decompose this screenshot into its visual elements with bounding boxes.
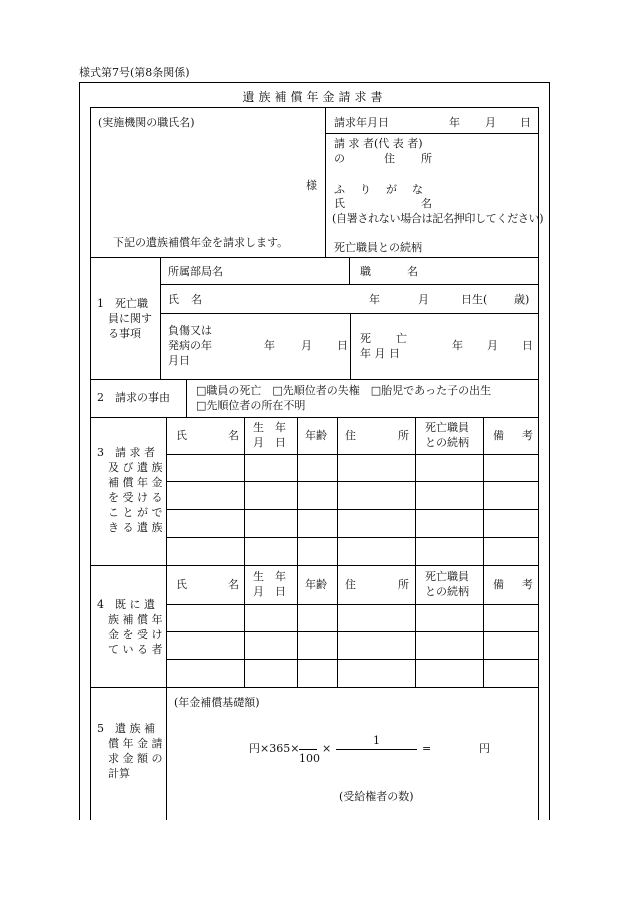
s3-label-line-1: 3 請 求 者: [97, 446, 155, 459]
s5-numerator-1: 1: [373, 734, 380, 747]
s1-name-label-2: 名: [191, 293, 202, 306]
death-label-1: 死: [360, 332, 371, 345]
s4-header-address-1: 住: [345, 578, 356, 591]
signature-note: (自署されない場合は記名押印してください): [332, 212, 544, 225]
death-label-3: 年 月 日: [360, 347, 400, 360]
s3-label-line-4: を 受 け る: [108, 491, 163, 504]
s4-header-birth-1: 生 年: [253, 570, 286, 583]
s3-header-relation-2: との続柄: [425, 436, 469, 449]
s3-label-line-5: こ と が で: [108, 506, 163, 519]
injury-month-label: 月: [301, 339, 312, 352]
s3-header-name-1: 氏: [176, 429, 187, 442]
s1-label-line-2: 員に関す: [108, 312, 152, 325]
s4-row-2: [166, 631, 539, 632]
s2-options-line-2: □先順位者の所在不明: [196, 399, 306, 412]
s4-header-name-2: 名: [228, 578, 239, 591]
relationship-label: 死亡職員との続柄: [334, 241, 422, 254]
s4-label-line-4: て い る 者: [108, 643, 163, 656]
s4-label-line-2: 族 補 償 年: [108, 613, 163, 626]
s3-label-line-2: 及 び 遺 族: [108, 461, 163, 474]
s4-col-5: [483, 565, 484, 687]
s5-label-line-1: 5 遺 族 補: [97, 722, 155, 735]
name-label-1: 氏: [334, 197, 345, 210]
s3-header-address-2: 所: [398, 429, 409, 442]
s4-header-name-1: 氏: [176, 578, 187, 591]
date-row-line: [325, 133, 539, 134]
s1-label-line-1: 1 死亡職: [97, 297, 148, 310]
s3-header-birth-1: 生 年: [253, 421, 286, 434]
s4-col-3: [337, 565, 338, 687]
s1-row1-divider: [349, 257, 350, 285]
dept-label: 所属部局名: [168, 265, 223, 278]
s3-row-1: [166, 454, 539, 455]
s2-label: 2 請求の事由: [97, 391, 170, 404]
s5-label-line-3: 求 金 額 の: [108, 752, 163, 765]
s4-header-birth-2: 月 日: [253, 585, 286, 598]
s4-label-line-1: 4 既 に 遺: [97, 598, 155, 611]
s5-fraction-bar-2: [336, 749, 417, 750]
s2-bottom-line: [90, 417, 539, 418]
s5-equals: =: [422, 742, 432, 755]
s4-col-1: [244, 565, 245, 687]
s2-options-line-1: □職員の死亡 □先順位者の失権 □胎児であった子の出生: [196, 384, 492, 397]
name-label-2: 名: [421, 197, 432, 210]
s4-header-address-2: 所: [398, 578, 409, 591]
s5-yen: 円: [479, 742, 490, 755]
address-label-2: 住: [384, 152, 395, 165]
addressee-label: (実施機関の職氏名): [98, 116, 195, 129]
s4-label-line-3: 金 を 受 け: [108, 628, 163, 641]
death-year-label: 年: [452, 339, 463, 352]
birth-day-label: 日生(: [461, 293, 488, 306]
s2-label-divider: [186, 379, 187, 417]
s1-label-divider: [160, 257, 161, 379]
injury-year-label: 年: [264, 339, 275, 352]
injury-label-line-3: 月日: [168, 354, 190, 367]
s3-row-2: [166, 481, 539, 482]
s4-header-remarks-1: 備: [493, 578, 504, 591]
s5-label-line-2: 償 年 金 請: [108, 737, 163, 750]
s5-base-label: (年金補償基礎額): [174, 696, 260, 709]
s4-header-relation-1: 死亡職員: [425, 570, 469, 583]
position-label-2: 名: [407, 265, 418, 278]
injury-label-line-2: 発病の年: [168, 339, 212, 352]
s5-label-line-4: 計算: [108, 767, 130, 780]
s5-times: ×: [322, 742, 332, 755]
label-column-divider: [166, 417, 167, 820]
s3-col-5: [483, 417, 484, 565]
s4-header-relation-2: との続柄: [425, 585, 469, 598]
s3-row-3: [166, 509, 539, 510]
s1-row3-divider: [350, 313, 351, 379]
injury-label-line-1: 負傷又は: [168, 324, 212, 337]
birth-year-label: 年: [369, 293, 380, 306]
date-label: 請求年月日: [334, 116, 389, 129]
honorific-text: 様: [306, 179, 317, 192]
birth-month-label: 月: [418, 293, 429, 306]
form-number: 様式第7号(第8条関係): [79, 66, 190, 79]
injury-day-label: 日: [337, 339, 348, 352]
date-month-label: 月: [485, 116, 496, 129]
s3-col-1: [244, 417, 245, 565]
death-label-2: 亡: [396, 332, 407, 345]
form-title: 遺族補償年金請求書: [242, 90, 387, 104]
s3-col-2: [297, 417, 298, 565]
address-label-3: 所: [421, 152, 432, 165]
date-year-label: 年: [449, 116, 460, 129]
s3-label-line-3: 補 償 年 金: [108, 476, 163, 489]
s4-header-remarks-2: 考: [522, 578, 533, 591]
s3-header-age: 年齢: [305, 429, 327, 442]
s1-bottom-line: [90, 379, 539, 380]
s3-header-address-1: 住: [345, 429, 356, 442]
age-label: 歳): [514, 293, 530, 306]
date-day-label: 日: [520, 116, 531, 129]
s1-name-label-1: 氏: [168, 293, 179, 306]
s1-label-line-3: る事項: [108, 327, 141, 340]
address-label-1: の: [334, 152, 345, 165]
death-month-label: 月: [487, 339, 498, 352]
s4-bottom-line: [90, 687, 539, 688]
header-divider: [325, 107, 326, 257]
s3-row-4: [166, 537, 539, 538]
s3-header-remarks-2: 考: [522, 429, 533, 442]
s3-label-line-6: き る 遺 族: [108, 521, 163, 534]
s3-header-name-2: 名: [228, 429, 239, 442]
s5-formula-left: 円×365×: [249, 742, 300, 755]
s5-beneficiaries: (受給権者の数): [339, 790, 414, 803]
position-label-1: 職: [360, 265, 371, 278]
s4-row-1: [166, 604, 539, 605]
death-day-label: 日: [522, 339, 533, 352]
claimant-label: 請 求 者(代 表 者): [334, 137, 423, 150]
s3-header-birth-2: 月 日: [253, 436, 286, 449]
s5-denominator-100: 100: [299, 752, 320, 765]
s4-header-age: 年齢: [305, 578, 327, 591]
s3-header-remarks-1: 備: [493, 429, 504, 442]
s3-header-relation-1: 死亡職員: [425, 421, 469, 434]
inner-top-border: [90, 107, 539, 108]
request-text: 下記の遺族補償年金を請求します。: [113, 236, 289, 249]
s4-col-4: [415, 565, 416, 687]
s4-col-2: [297, 565, 298, 687]
inner-left-border: [90, 107, 91, 820]
s5-fraction-bar-1: [299, 749, 317, 750]
s3-col-4: [415, 417, 416, 565]
furigana-label: ふ り が な: [334, 183, 425, 196]
header-bottom-line: [90, 257, 539, 258]
s4-row-3: [166, 659, 539, 660]
s3-bottom-line: [90, 565, 539, 566]
s3-col-3: [337, 417, 338, 565]
